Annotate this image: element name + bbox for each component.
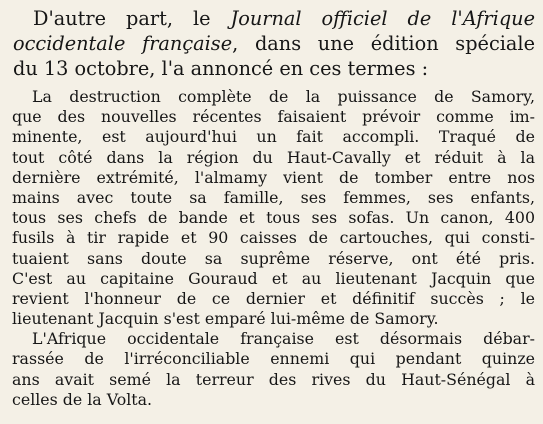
quote-line-9: tuaient sans doute sa suprême réserve, ont été pris. — [12, 248, 535, 268]
intro-line-3: du 13 octobre, l'a annoncé en ces termes : — [13, 57, 429, 80]
intro-line-2 — [13, 31, 535, 56]
quote-line-1: La destruction complète de la puissance de Samory, — [32, 87, 535, 106]
intro-line-1 — [13, 6, 535, 31]
quote-line-7: tous ses chefs de bande et tous ses sofas. Un canon, 400 — [12, 208, 535, 228]
quote-line-4: tout côté dans la région du Haut-Cavally et réduit à la — [12, 147, 535, 167]
quote-line-15: ans avait semé la terreur des rives du Haut-Sénégal à — [12, 369, 535, 389]
journal-title-part-2: occidentale française — [13, 32, 233, 55]
quote-line-12: lieutenant Jacquin s'est emparé lui-même de Samory. — [12, 309, 439, 329]
quote-line-10: C'est au capitaine Gouraud et au lieutenant Jacquin que — [12, 268, 535, 288]
journal-title-part-1: Journal officiel de l'Afrique — [230, 7, 535, 30]
quote-line-2: que des nouvelles récentes faisaient prévoir comme im- — [12, 107, 535, 127]
quote-line-11: revient l'honneur de ce dernier et définitif succès ; le — [12, 288, 535, 308]
quote-line-8: fusils à tir rapide et 90 caisses de cartouches, qui consti- — [12, 228, 535, 248]
quote-line-16: celles de la Volta. — [12, 389, 153, 409]
quote-line-13: L'Afrique occidentale française est désormais débar- — [32, 329, 535, 349]
quote-line-5: dernière extrémité, l'almamy vient de tomber entre nos — [12, 167, 535, 187]
intro-line-2-rest: , dans une édition spéciale — [232, 32, 535, 55]
quote-line-14: rassée de l'irréconciliable ennemi qui pendant quinze — [12, 349, 535, 369]
intro-paragraph — [0, 6, 543, 81]
intro-line-1-prefix: D'autre part, le — [33, 7, 231, 30]
quote-line-6: mains avec toute sa famille, ses femmes, ses enfants, — [12, 187, 535, 207]
quote-line-3: minente, est aujourd'hui un fait accompli. Traqué de — [12, 127, 535, 147]
quoted-announcement — [0, 87, 543, 410]
